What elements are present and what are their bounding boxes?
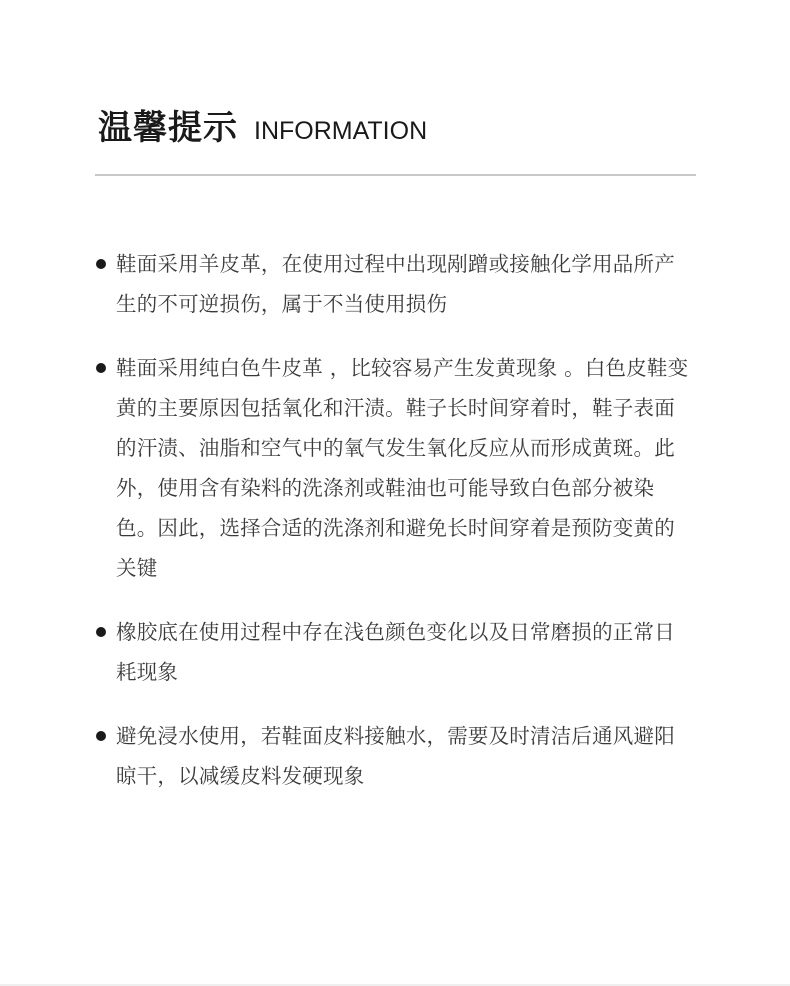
list-item: [94, 716, 694, 796]
list-item: [94, 244, 694, 324]
section-header: [98, 100, 427, 149]
header-divider: [95, 174, 696, 176]
notice-list: [94, 244, 694, 820]
page-subtitle: INFORMATION: [254, 117, 428, 145]
note-text: 避免浸水使用，若鞋面皮料接触水，需要及时清洁后通风避阳晾干，以减缓皮料发硬现象: [116, 724, 675, 788]
list-item: [94, 612, 694, 692]
note-text: 鞋面采用纯白色牛皮革 ，比较容易产生发黄现象 。白色皮鞋变黄的主要原因包括氧化和汗渍。鞋子长时间穿着时，鞋子表面的汗渍、油脂和空气中的氧气发生氧化反应从而形成黄斑。此外，使用含有染料的洗涤剂或鞋油也可能导致白色部分被染色。因此，选择合适的洗涤剂和避免长时间穿着是预防变黄的关键: [116, 356, 689, 580]
bullet-dot-icon: [96, 731, 106, 741]
page-title: 温馨提示: [98, 108, 238, 148]
list-item: [94, 348, 694, 588]
bullet-dot-icon: [96, 363, 106, 373]
bullet-dot-icon: [96, 259, 106, 269]
note-text: 鞋面采用羊皮革，在使用过程中出现剐蹭或接触化学用品所产生的不可逆损伤，属于不当使用损伤: [116, 252, 675, 316]
note-text: 橡胶底在使用过程中存在浅色颜色变化以及日常磨损的正常日耗现象: [116, 620, 675, 684]
bullet-dot-icon: [96, 627, 106, 637]
